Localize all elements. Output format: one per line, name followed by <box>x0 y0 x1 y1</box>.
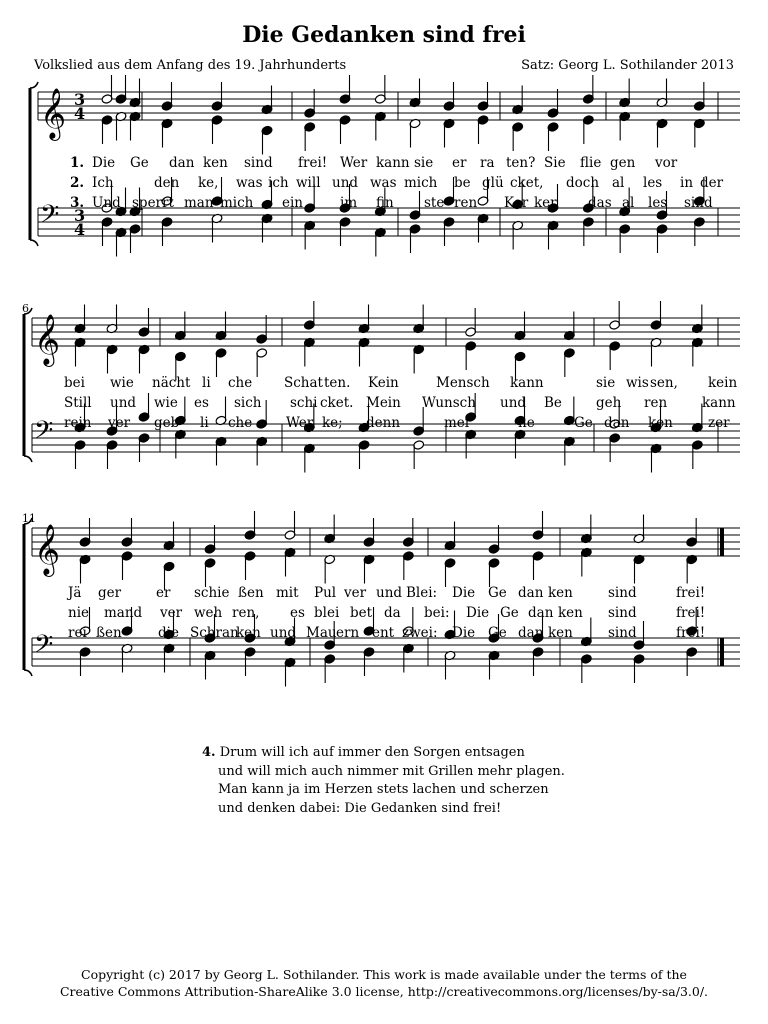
treble-clef-icon: 𝄞 <box>40 88 67 139</box>
lyric-syllable: ren <box>644 395 668 411</box>
lyric-syllable: fin <box>376 195 394 211</box>
lyric-syllable: rein <box>64 415 92 431</box>
lyric-syllable: ten. <box>324 375 351 391</box>
lyric-syllable: ren <box>454 195 478 211</box>
lyric-syllable: ren, <box>232 605 260 621</box>
lyric-syllable: will <box>296 175 321 191</box>
lyric-syllable: ke, <box>198 175 219 191</box>
lyric-syllable: sind <box>244 155 273 171</box>
lyric-syllable: ein <box>282 195 304 211</box>
lyric-syllable: glü <box>482 175 504 191</box>
lyric-syllable: Schran <box>190 625 239 641</box>
bracket-hook <box>30 240 38 246</box>
lyric-syllable: bei: <box>424 605 450 621</box>
verse-3-system-1 <box>70 195 713 211</box>
lyric-syllable: bet <box>350 605 373 621</box>
lyric-syllable: ste <box>424 195 445 211</box>
lyric-syllable: wie <box>154 395 178 411</box>
lyric-syllable: che <box>228 415 253 431</box>
lyric-syllable: schie <box>194 585 230 601</box>
lyric-syllable: be <box>454 175 471 191</box>
lyric-syllable: sen, <box>650 375 678 391</box>
lyric-syllable: flie <box>580 155 602 171</box>
lyric-syllable: Kein <box>368 375 399 391</box>
lyric-syllable: Wer <box>340 155 368 171</box>
lyric-syllable: Die <box>452 625 476 641</box>
lyric-syllable: rei <box>68 625 87 641</box>
lyric-syllable: und <box>270 625 297 641</box>
verse-4-line: Man kann ja im Herzen stets lachen und scherzen <box>218 782 549 797</box>
lyric-syllable: al <box>612 175 625 191</box>
lyric-syllable: Ge <box>130 155 149 171</box>
verse-2-system-1 <box>70 175 724 191</box>
verse-1-system-1 <box>70 155 678 171</box>
lyric-syllable: ken <box>203 155 228 171</box>
lyric-syllable: ver <box>108 415 131 431</box>
lyric-syllable: blei <box>314 605 340 621</box>
lyric-syllable: Ge <box>488 585 507 601</box>
bass-clef-icon: 𝄢 <box>40 200 60 235</box>
lyric-syllable: sie <box>414 155 434 171</box>
arrangement-credit: Satz: Georg L. Sothilander 2013 <box>521 58 734 73</box>
lyric-syllable: ke; <box>322 415 343 431</box>
verse-number: 4. <box>202 745 216 760</box>
lyric-syllable: und <box>110 395 137 411</box>
lyric-syllable: Mensch <box>436 375 490 391</box>
verse-number: 2. <box>70 175 85 191</box>
lyric-syllable: frei! <box>676 605 706 621</box>
lyric-syllable: ken <box>548 625 573 641</box>
lyric-syllable: ker, <box>534 195 560 211</box>
lyric-syllable: Mein <box>366 395 401 411</box>
lyric-syllable: dan <box>528 605 554 621</box>
time-signature-bottom: 4 <box>74 220 86 239</box>
lyric-syllable: da <box>384 605 401 621</box>
lyric-syllable: li <box>200 415 209 431</box>
lyric-syllable: Die <box>466 605 490 621</box>
time-signature-top: 3 <box>74 206 86 225</box>
lyric-syllable: nie <box>68 605 90 621</box>
lyric-syllable: gen <box>610 155 636 171</box>
license-line: Creative Commons Attribution-ShareAlike 3.0 license, http://creativecommons.org/licenses/by-sa/3.0/. <box>59 984 709 999</box>
lyric-syllable: dan <box>518 625 544 641</box>
lyric-syllable: ne <box>518 415 535 431</box>
lyric-syllable: Schat <box>284 375 323 391</box>
bracket-hook <box>24 456 32 462</box>
lyric-syllable: sind <box>608 605 637 621</box>
lyric-syllable: wie <box>110 375 134 391</box>
lyric-syllable: ken <box>548 585 573 601</box>
lyric-syllable: Pul <box>314 585 337 601</box>
lyric-syllable: ßen <box>96 625 122 641</box>
song-title: Die Gedanken sind frei <box>242 22 526 48</box>
lyric-syllable: Und <box>92 195 121 211</box>
verse-number: 1. <box>70 155 85 171</box>
lyric-syllable: ten? <box>506 155 536 171</box>
lyric-syllable: che <box>228 375 253 391</box>
lyric-syllable: dan <box>604 415 630 431</box>
lyric-syllable: nächt <box>152 375 191 391</box>
bracket-hook <box>24 670 32 676</box>
bass-clef-icon: 𝄢 <box>34 416 54 451</box>
copyright-line: Copyright (c) 2017 by Georg L. Sothilander. This work is made available under the terms of the <box>81 967 687 982</box>
verse-4-text: Drum will ich auf immer den Sorgen entsagen <box>219 745 525 760</box>
lyric-syllable: Be <box>544 395 562 411</box>
lyric-syllable: ken <box>648 415 673 431</box>
lyric-syllable: kann <box>510 375 544 391</box>
lyric-syllable: geb <box>154 415 180 431</box>
lyric-syllable: das <box>588 195 612 211</box>
lyric-syllable: Ich <box>92 175 114 191</box>
lyric-syllable: im <box>340 195 358 211</box>
lyric-syllable: les <box>643 175 663 191</box>
lyric-syllable: kein <box>708 375 738 391</box>
lyric-syllable: geh <box>596 395 622 411</box>
verse-4-line: und will mich auch nimmer mit Grillen mehr plagen. <box>218 763 565 779</box>
lyric-syllable: schi <box>290 395 318 411</box>
lyric-syllable: sind <box>608 625 637 641</box>
lyric-syllable: ra <box>480 155 495 171</box>
lyric-syllable: les <box>648 195 668 211</box>
lyric-syllable: Die <box>452 585 476 601</box>
lyric-syllable: mich <box>220 195 254 211</box>
lyric-syllable: Sie <box>544 155 566 171</box>
lyric-syllable: er <box>156 585 171 601</box>
lyric-syllable: Ge <box>500 605 519 621</box>
lyric-syllable: er <box>452 155 467 171</box>
lyric-syllable: mand <box>104 605 143 621</box>
lyric-syllable: cket, <box>510 175 544 191</box>
lyric-syllable: Ge <box>488 625 507 641</box>
lyric-syllable: ger <box>98 585 122 601</box>
lyric-syllable: ver <box>160 605 183 621</box>
lyric-syllable: Ge <box>574 415 593 431</box>
lyric-syllable: Still <box>64 395 92 411</box>
lyric-syllable: Wer <box>286 415 314 431</box>
lyric-syllable: Blei: <box>406 585 438 601</box>
lyric-syllable: bei <box>64 375 85 391</box>
lyric-syllable: zwei: <box>402 625 438 641</box>
verse-4 <box>202 744 565 818</box>
lyric-syllable: dan <box>169 155 195 171</box>
lyric-syllable: was <box>370 175 397 191</box>
lyric-syllable: Mau <box>306 625 337 641</box>
lyric-syllable: kann <box>702 395 736 411</box>
lyric-syllable: sie <box>596 375 616 391</box>
lyric-syllable: sich <box>234 395 262 411</box>
time-signature-top: 3 <box>74 90 86 109</box>
lyric-syllable: Ker <box>504 195 529 211</box>
lyric-syllable: mei <box>444 415 470 431</box>
lyric-syllable: vor <box>655 155 678 171</box>
lyric-syllable: den <box>154 175 180 191</box>
lyric-syllable: Jä <box>68 585 82 601</box>
lyric-syllable: und <box>500 395 527 411</box>
lyric-syllable: sind <box>684 195 713 211</box>
lyric-syllable: und <box>332 175 359 191</box>
lyric-syllable: ich <box>268 175 289 191</box>
treble-clef-icon: 𝄞 <box>34 524 61 575</box>
lyric-syllable: frei! <box>676 585 706 601</box>
lyric-syllable: ken <box>236 625 261 641</box>
lyric-syllable: zer <box>708 415 730 431</box>
lyric-syllable: weh <box>194 605 223 621</box>
lyric-syllable: kann <box>376 155 410 171</box>
lyric-syllable: die <box>158 625 179 641</box>
lyric-syllable: mit <box>276 585 299 601</box>
copyright-footer <box>0 966 768 1000</box>
lyric-syllable: denn <box>366 415 401 431</box>
lyric-syllable: man <box>184 195 214 211</box>
bass-clef-icon: 𝄢 <box>34 630 54 665</box>
lyric-syllable: und <box>376 585 403 601</box>
lyric-syllable: in <box>680 175 694 191</box>
verse-number: 3. <box>70 195 85 211</box>
bracket-hook <box>30 82 38 88</box>
treble-clef-icon: 𝄞 <box>34 314 61 365</box>
lyric-syllable: li <box>202 375 211 391</box>
lyric-syllable: sind <box>608 585 637 601</box>
lyric-syllable: frei! <box>298 155 328 171</box>
time-signature-bottom: 4 <box>74 104 86 123</box>
lyric-syllable: ßen <box>238 585 264 601</box>
measure-number: 11 <box>22 512 36 525</box>
lyric-syllable: wis <box>626 375 649 391</box>
verse-4-line <box>202 744 565 763</box>
verse-4-line: und denken dabei: Die Gedanken sind frei! <box>218 800 502 816</box>
lyric-syllable: ken <box>558 605 583 621</box>
lyric-syllable: dan <box>518 585 544 601</box>
lyric-syllable: doch <box>566 175 600 191</box>
lyric-syllable: ent <box>372 625 395 641</box>
lyric-syllable: mich <box>404 175 438 191</box>
lyric-syllable: al <box>622 195 635 211</box>
lyric-syllable: frei! <box>676 625 706 641</box>
lyric-syllable: ern <box>336 625 360 641</box>
song-origin: Volkslied aus dem Anfang des 19. Jahrhunderts <box>34 58 347 73</box>
lyric-syllable: der <box>700 175 724 191</box>
lyric-syllable: ver <box>344 585 367 601</box>
lyric-syllable: Die <box>92 155 116 171</box>
lyric-syllable: es <box>290 605 305 621</box>
lyric-syllable: Wunsch <box>422 395 476 411</box>
measure-number: 6 <box>22 302 29 315</box>
lyric-syllable: sperrt <box>132 195 174 211</box>
lyric-syllable: was <box>236 175 263 191</box>
lyric-syllable: cket. <box>320 395 354 411</box>
lyric-syllable: es <box>194 395 209 411</box>
